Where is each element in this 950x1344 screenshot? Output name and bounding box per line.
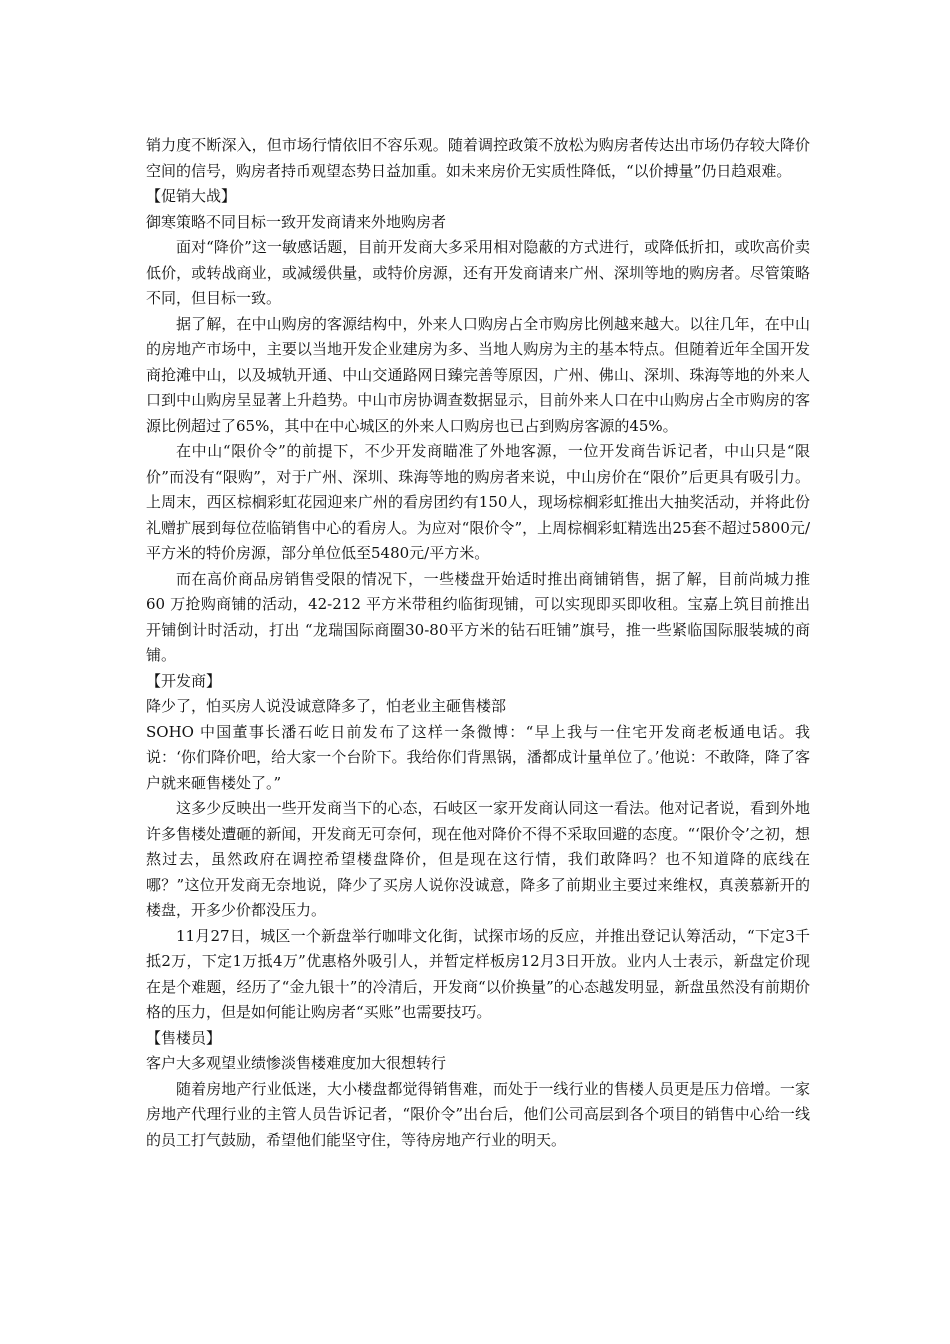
paragraph: SOHO 中国董事长潘石屹日前发布了这样一条微博：“早上我与一住宅开发商老板通电话。我说：‘你们降价吧，给大家一个台阶下。我给你们背黑锅，潘都成计量单位了。’他说：不敢降，降了客户就来砸售楼处了。” [146, 722, 810, 792]
paragraph: 据了解，在中山购房的客源结构中，外来人口购房占全市购房比例越来越大。以往几年，在中山的房地产市场中，主要以当地开发企业建房为多、当地人购房为主的基本特点。但随着近年全国开发商抢滩中山，以及城轨开通、中山交通路网日臻完善等原因，广州、佛山、深圳、珠海等地的外来人口到中山购房呈显著上升趋势。中山市房协调查数据显示，目前外来人口在中山购房占全市购房的客源比例超过了65%，其中在中心城区的外来人口购房也已占到购房客源的45%。 [146, 314, 810, 435]
paragraph: 这多少反映出一些开发商当下的心态，石岐区一家开发商认同这一看法。他对记者说，看到外地许多售楼处遭砸的新闻，开发商无可奈何，现在他对降价不得不采取回避的态度。“‘限价令’之初，想熬过去，虽然政府在调控希望楼盘降价，但是现在这行情，我们敢降吗？也不知道降的底线在哪？”这位开发商无奈地说，降少了买房人说你没诚意，降多了前期业主要过来维权，真羡慕新开的楼盘，开多少价都没压力。 [146, 799, 810, 919]
paragraph: 在中山“限价令”的前提下，不少开发商瞄准了外地客源，一位开发商告诉记者，中山只是“限价”而没有“限购”，对于广州、深圳、珠海等地的购房者来说，中山房价在“限价”后更具有吸引力。上周末，西区棕榈彩虹花园迎来广州的看房团约有150人，现场棕榈彩虹推出大抽奖活动，并将此份礼赠扩展到每位莅临销售中心的看房人。为应对“限价令”，上周棕榈彩虹精选出25套不超过5800元/平方米的特价房源，部分单位低至5480元/平方米。 [146, 442, 810, 562]
article-subheading: 降少了，怕买房人说没诚意降多了，怕老业主砸售楼部 [146, 697, 507, 715]
section-heading: 【售楼员】 [146, 1028, 222, 1047]
section-heading: 【开发商】 [146, 671, 222, 690]
section-heading: 【促销大战】 [146, 187, 237, 205]
document-body [146, 133, 810, 1153]
paragraph: 而在高价商品房销售受限的情况下，一些楼盘开始适时推出商铺销售，据了解，目前尚城力推 60 万抢购商铺的活动，42-212 平方米带租约临街现铺，可以实现即买即收租。宝嘉上筑目前推出开铺倒计时活动，打出 “龙瑞国际商圈30-80平方米的钻石旺铺”旗号，推一些紧临国际服装城的商铺。 [146, 569, 810, 664]
paragraph: 11月27日，城区一个新盘举行咖啡文化街，试探市场的反应，并推出登记认筹活动，“下定3千抵2万，下定1万抵4万”优惠格外吸引人，并暂定样板房12月3日开放。业内人士表示，新盘定价现在是个难题，经历了“金九银十”的冷清后，开发商“以价换量”的心态越发明显，新盘虽然没有前期价格的压力，但是如何能让购房者“买账”也需要技巧。 [146, 926, 810, 1021]
paragraph: 随着房地产行业低迷，大小楼盘都觉得销售难，而处于一线行业的售楼人员更是压力倍增。一家房地产代理行业的主管人员告诉记者，“限价令”出台后，他们公司高层到各个项目的销售中心给一线的员工打气鼓励，希望他们能坚守住，等待房地产行业的明天。 [146, 1079, 810, 1149]
paragraph: 销力度不断深入，但市场行情依旧不容乐观。随着调控政策不放松为购房者传达出市场仍存较大降价空间的信号，购房者持币观望态势日益加重。如未来房价无实质性降低，“以价搏量”仍日趋艰难。 [146, 136, 810, 180]
article-subheading: 御寒策略不同目标一致开发商请来外地购房者 [146, 212, 447, 231]
article-subheading: 客户大多观望业绩惨淡售楼难度加大很想转行 [146, 1054, 447, 1072]
paragraph: 面对“降价”这一敏感话题，目前开发商大多采用相对隐蔽的方式进行，或降低折扣，或吹高价卖低价，或转战商业，或减缓供量，或特价房源，还有开发商请来广州、深圳等地的购房者。尽管策略不同，但目标一致。 [146, 238, 810, 307]
